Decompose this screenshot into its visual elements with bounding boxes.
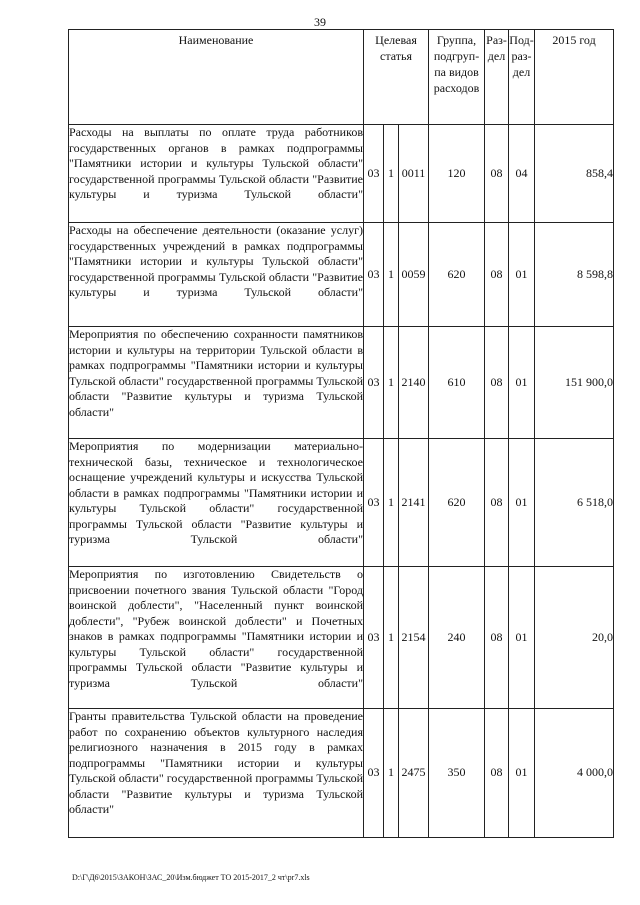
header-subsection: Под-раз-дел — [509, 30, 535, 125]
row-subsection: 01 — [509, 223, 535, 327]
row-section: 08 — [485, 709, 509, 838]
row-code-program: 03 — [364, 709, 384, 838]
header-section: Раз-дел — [485, 30, 509, 125]
row-amount: 858,4 — [535, 125, 614, 223]
row-code-direction: 2140 — [399, 327, 429, 439]
row-code-direction: 0059 — [399, 223, 429, 327]
page-number: 39 — [314, 15, 326, 29]
row-amount: 8 598,8 — [535, 223, 614, 327]
row-code-subprogram: 1 — [384, 709, 399, 838]
row-section: 08 — [485, 439, 509, 567]
row-code-program: 03 — [364, 223, 384, 327]
row-amount: 20,0 — [535, 567, 614, 709]
row-section: 08 — [485, 327, 509, 439]
table-row — [69, 223, 614, 327]
row-code-program: 03 — [364, 125, 384, 223]
row-expense-group: 620 — [429, 439, 485, 567]
row-code-direction: 0011 — [399, 125, 429, 223]
row-code-subprogram: 1 — [384, 327, 399, 439]
row-amount: 4 000,0 — [535, 709, 614, 838]
row-code-direction: 2141 — [399, 439, 429, 567]
row-code-subprogram: 1 — [384, 223, 399, 327]
row-code-direction: 2154 — [399, 567, 429, 709]
row-subsection: 04 — [509, 125, 535, 223]
row-name: Расходы на обеспечение деятельности (оказание услуг) государственных учреждений в рамках подпрограммы "Памятники истории и культуры Тульской области" государственной программы Тульской области "Развитие культуры и туризма Тульской области" — [69, 223, 364, 327]
row-section: 08 — [485, 125, 509, 223]
row-code-subprogram: 1 — [384, 125, 399, 223]
table-row — [69, 327, 614, 439]
row-subsection: 01 — [509, 439, 535, 567]
row-name: Мероприятия по изготовлению Свидетельств о присвоении почетного звания Тульской области "Город воинской доблести", "Населенный пункт воинской доблести", "Рубеж воинской доблести" и Почетных знаков в рамках подпрограммы "Памятники истории и культуры Тульской области" государственной программы Тульской области "Развитие культуры и туризма Тульской области" — [69, 567, 364, 709]
row-subsection: 01 — [509, 709, 535, 838]
row-code-direction: 2475 — [399, 709, 429, 838]
table-row — [69, 567, 614, 709]
row-subsection: 01 — [509, 327, 535, 439]
header-expense-group: Группа, подгруп-па видов расходов — [429, 30, 485, 125]
table-row — [69, 125, 614, 223]
header-name: Наименование — [69, 30, 364, 125]
row-name: Мероприятия по модернизации материально-технической базы, техническое и технологическое оснащение учреждений культуры и искусства Тульской области в рамках подпрограммы "Памятники истории и культуры Тульской области" государственной программы Тульской области "Развитие культуры и туризма Тульской области" — [69, 439, 364, 567]
row-amount: 151 900,0 — [535, 327, 614, 439]
row-name: Гранты правительства Тульской области на проведение работ по сохранению объектов культурного наследия религиозного назначения в 2015 году в рамках подпрограммы "Памятники истории и культуры Тульской области" государственной программы Тульской области "Развитие культуры и туризма Тульской области" — [69, 709, 364, 838]
row-code-program: 03 — [364, 327, 384, 439]
file-path-footer: D:\Г\Д6\2015\ЗАКОН\ЗАС_20\Изм.бюджет ТО 2015-2017_2 чт\pr7.xls — [72, 873, 310, 882]
row-code-subprogram: 1 — [384, 567, 399, 709]
row-code-program: 03 — [364, 567, 384, 709]
row-expense-group: 120 — [429, 125, 485, 223]
header-target-article: Целевая статья — [364, 30, 429, 125]
row-section: 08 — [485, 223, 509, 327]
row-expense-group: 240 — [429, 567, 485, 709]
header-year: 2015 год — [535, 30, 614, 125]
table-header-row — [69, 30, 614, 125]
row-expense-group: 620 — [429, 223, 485, 327]
budget-table — [68, 29, 614, 838]
table-row — [69, 709, 614, 838]
row-name: Расходы на выплаты по оплате труда работников государственных органов в рамках подпрограммы "Памятники истории и культуры Тульской области" государственной программы Тульской области "Развитие культуры и туризма Тульской области" — [69, 125, 364, 223]
row-code-subprogram: 1 — [384, 439, 399, 567]
row-name: Мероприятия по обеспечению сохранности памятников истории и культуры на территории Тульской области в рамках подпрограммы "Памятники истории и культуры Тульской области" государственной программы Тульской области "Развитие культуры и туризма Тульской области" — [69, 327, 364, 439]
row-section: 08 — [485, 567, 509, 709]
row-code-program: 03 — [364, 439, 384, 567]
table-row — [69, 439, 614, 567]
row-expense-group: 350 — [429, 709, 485, 838]
row-subsection: 01 — [509, 567, 535, 709]
row-amount: 6 518,0 — [535, 439, 614, 567]
row-expense-group: 610 — [429, 327, 485, 439]
